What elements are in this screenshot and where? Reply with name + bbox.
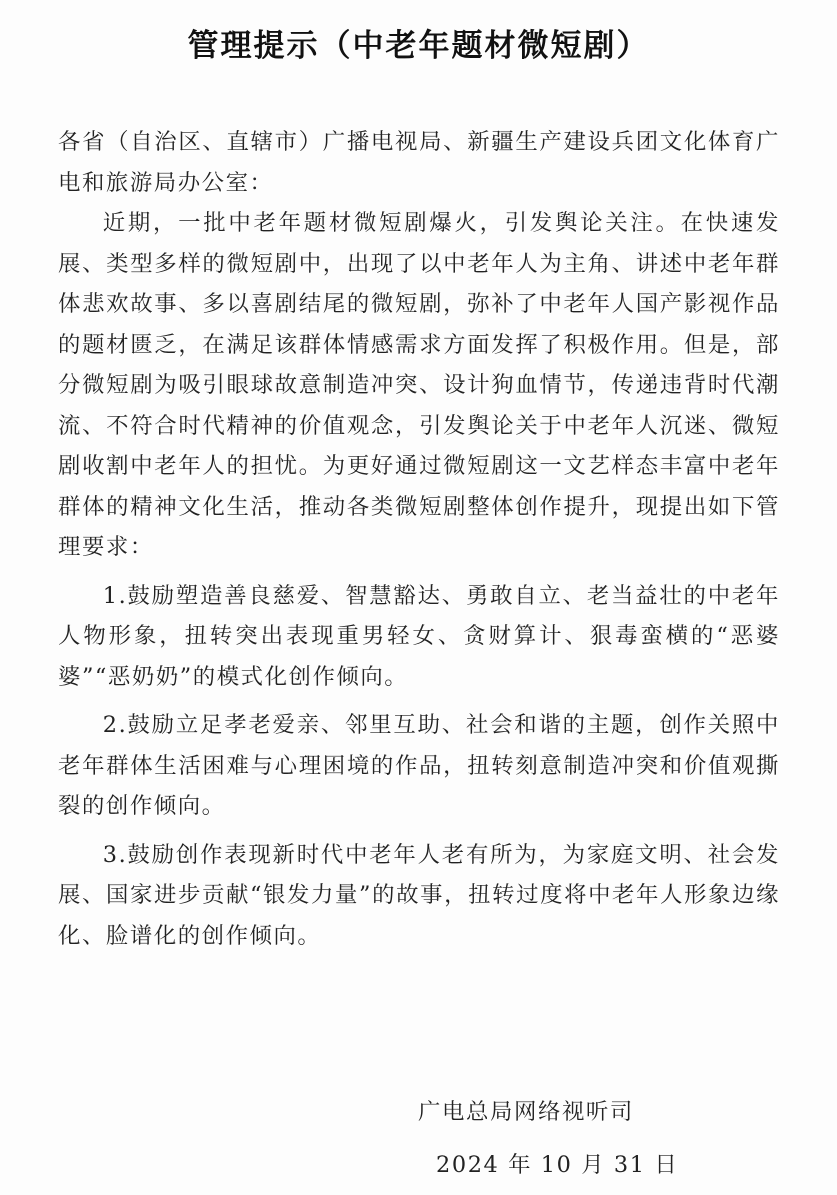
requirement-item-1: 1.鼓励塑造善良慈爱、智慧豁达、勇敢自立、老当益壮的中老年人物形象，扭转突出表现重男轻女、贪财算计、狠毒蛮横的“恶婆婆”“恶奶奶”的模式化创作倾向。 [58, 582, 780, 690]
requirement-item-3: 3.鼓励创作表现新时代中老年人老有所为，为家庭文明、社会发展、国家进步贡献“银发力量”的故事，扭转过度将中老年人形象边缘化、脸谱化的创作倾向。 [58, 841, 780, 949]
addressee: 各省（自治区、直辖市）广播电视局、新疆生产建设兵团文化体育广电和旅游局办公室： [58, 129, 780, 196]
document-body [58, 122, 780, 956]
requirement-item-2: 2.鼓励立足孝老爱亲、邻里互助、社会和谐的主题，创作关照中老年群体生活困难与心理困境的作品，扭转刻意制造冲突和价值观撕裂的创作倾向。 [58, 712, 780, 819]
intro-paragraph: 近期，一批中老年题材微短剧爆火，引发舆论关注。在快速发展、类型多样的微短剧中，出现了以中老年人为主角、讲述中老年群体悲欢故事、多以喜剧结尾的微短剧，弥补了中老年人国产影视作品的题材匮乏，在满足该群体情感需求方面发挥了积极作用。但是，部分微短剧为吸引眼球故意制造冲突、设计狗血情节，传递违背时代潮流、不符合时代精神的价值观念，引发舆论关于中老年人沉迷、微短剧收割中老年人的担忧。为更好通过微短剧这一文艺样态丰富中老年群体的精神文化生活，推动各类微短剧整体创作提升，现提出如下管理要求： [58, 210, 780, 560]
document-title: 管理提示（中老年题材微短剧） [187, 28, 650, 64]
issue-date: 2024 年 10 月 31 日 [436, 1152, 679, 1178]
issuer-signature: 广电总局网络视听司 [418, 1099, 634, 1125]
